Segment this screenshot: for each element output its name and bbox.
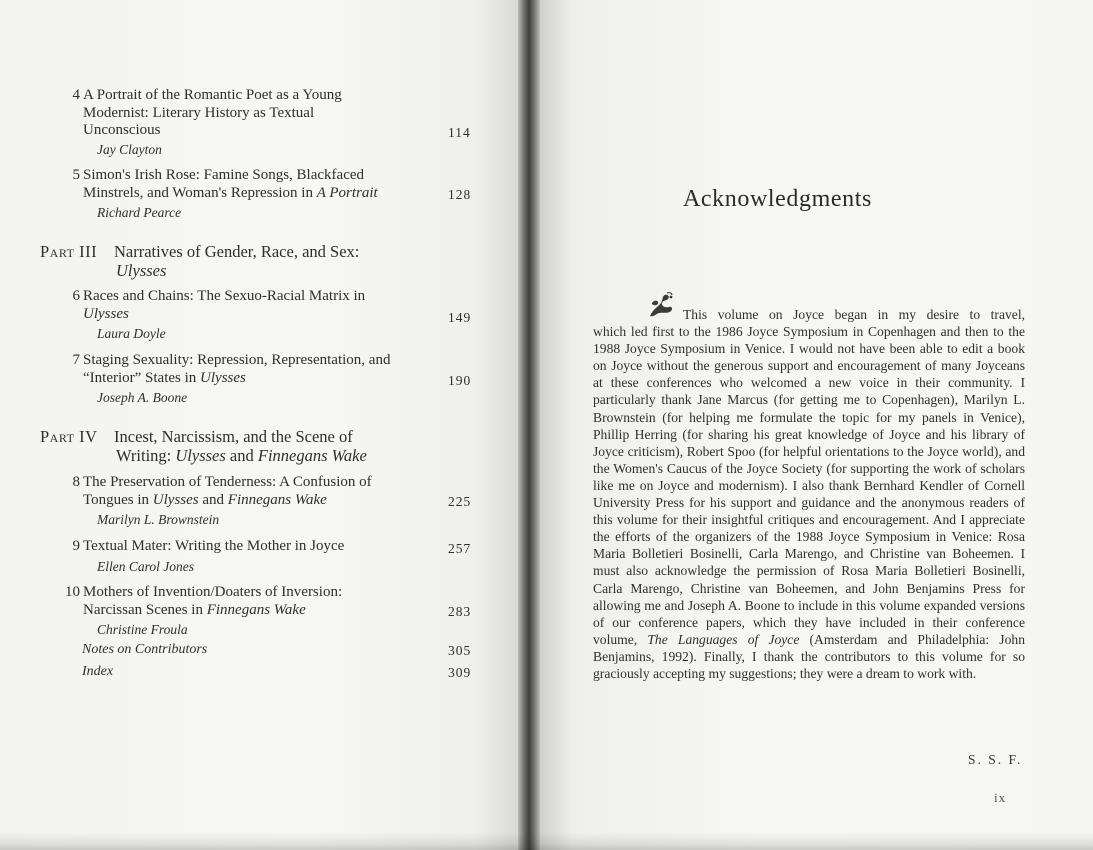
acknowledgments-first-line: This volume on Joyce began in my desire to travel, [683, 307, 1025, 322]
toc-entry-author: Christine Froula [97, 622, 188, 637]
toc-title-italic: Ulysses [83, 305, 129, 322]
toc-part-title-italic: Ulysses [116, 261, 167, 280]
toc-entry-number: 5 [72, 167, 80, 183]
toc-part-text: Writing: [116, 446, 176, 465]
toc-entry-title [83, 538, 428, 556]
toc-title-line [83, 370, 463, 388]
toc-title-line: Races and Chains: The Sexuo-Racial Matrix in [83, 288, 366, 304]
toc-part-italic: Ulysses [175, 446, 226, 465]
toc-title-line: Simon's Irish Rose: Famine Songs, Blackfaced [83, 167, 365, 183]
toc-entry-page: 149 [448, 310, 472, 325]
toc-entry-title [83, 167, 428, 202]
toc-back-page: 309 [448, 665, 472, 680]
toc-part-title: Narratives of Gender, Race, and Sex: [114, 242, 360, 261]
acknowledgments-paragraph-end: (Amsterdam and Philadelphia: John Benjamins, 1992). Finally, I thank the contributors to this volume for so graciously accepting my suggestions; they were a dream to work with. [593, 631, 1025, 681]
toc-entry-page: 190 [448, 373, 472, 388]
toc-title-line [83, 602, 428, 620]
toc-title-text: Narcissan Scenes in [83, 601, 207, 618]
toc-entry-number: 10 [65, 584, 80, 600]
toc-entry-page: 225 [448, 494, 472, 509]
toc-entry-author: Joseph A. Boone [97, 390, 188, 405]
toc-entry-page: 283 [448, 604, 472, 619]
acknowledgments-paragraph: which led first to the 1986 Joyce Symposium in Copenhagen and then to the 1988 Joyce Symposium in Venice. I would not have been able to edit a book on Joyce without the generous support and encouragement of many Joyceans at these conferences who welcomed a new voice in their community. I particularly thank Jane Marcus (for getting me to Copenhagen), Marilyn L. Brownstein (for helping me formulate the topic for my panels in Venice), Phillip Herring (for sharing his great knowledge of Joyce and his library of Joyce criticism), Robert Spoo (for helpful orientations to the Joyce world), and the Women's Caucus of the Joyce Society (for supporting the work of scholars like me on Joyce and modernism). I also thank Bernhard Kendler of Cornell University Press for his support and guidance and the anonymous readers of this volume for their insightful critiques and encouragement. And I appreciate the efforts of the organizers of the 1988 Joyce Symposium in Venice: Rosa Maria Bolletieri Bosinelli, Carla Marengo, and Christine van Boheemen. I must also acknowledge the permission of Rosa Maria Bolletieri Bosinelli, Carla Marengo, Christine van Boheemen, and John Benjamins Press for allowing me and Joseph A. Boone to include in this volume expanded versions of our conference papers, which they have included in their conference volume, [593, 324, 1025, 647]
toc-title-text: and [198, 491, 228, 508]
toc-part-label: Part IV [40, 427, 98, 446]
toc-part-title: Incest, Narcissism, and the Scene of [114, 427, 353, 446]
toc-title-line: The Preservation of Tenderness: A Confusion of [83, 474, 372, 490]
signoff-initials: S. S. F. [968, 752, 1023, 767]
toc-title-italic: Finnegans Wake [206, 601, 306, 618]
toc-entry-title [83, 87, 428, 140]
toc-title-italic: Finnegans Wake [227, 491, 327, 508]
toc-title-italic: Ulysses [200, 369, 246, 386]
toc-part-label: Part III [40, 242, 98, 261]
toc-entry-number: 7 [72, 352, 80, 368]
toc-title-line [83, 185, 428, 203]
toc-entry-title [83, 352, 463, 387]
toc-entry-title [83, 584, 428, 619]
toc-back-page: 305 [448, 643, 472, 658]
toc-part-text: and [225, 446, 258, 465]
page-title: Acknowledgments [683, 186, 872, 212]
toc-entry-author: Laura Doyle [97, 326, 166, 341]
toc-back-label: Index [82, 664, 114, 679]
book-gutter [518, 0, 540, 850]
toc-title-text: Minstrels, and Woman's Repression in [83, 184, 317, 201]
toc-entry-number: 6 [72, 288, 80, 304]
toc-entry-page: 128 [448, 187, 472, 202]
toc-notes-on-contributors [82, 642, 482, 658]
toc-title-text: “Interior” States in [83, 369, 201, 386]
page-number: ix [994, 790, 1007, 805]
table-of-contents [0, 0, 518, 850]
toc-entry-author: Richard Pearce [97, 205, 182, 220]
toc-title-line [83, 492, 428, 510]
toc-entry-author: Ellen Carol Jones [97, 559, 194, 574]
toc-entry-title [83, 474, 428, 509]
toc-title-line: Unconscious [83, 122, 161, 138]
toc-entry-author: Jay Clayton [97, 142, 162, 157]
toc-title-text: Tongues in [83, 491, 153, 508]
toc-title-line: A Portrait of the Romantic Poet as a Young [83, 87, 342, 103]
toc-title-italic: A Portrait [316, 184, 378, 201]
toc-entry-page: 114 [448, 125, 471, 140]
toc-title-line: Textual Mater: Writing the Mother in Joyce [83, 538, 345, 554]
acknowledgments-book-title: The Languages of Joyce [647, 631, 800, 647]
toc-title-italic: Ulysses [152, 491, 199, 508]
toc-title-line: Mothers of Invention/Doaters of Inversion: [83, 584, 343, 600]
toc-entry-title [83, 288, 428, 323]
toc-entry-number: 4 [72, 87, 80, 103]
toc-index [82, 664, 482, 680]
acknowledgments-text [593, 306, 1025, 682]
toc-entry-author: Marilyn L. Brownstein [97, 512, 220, 527]
toc-part-title-line2 [116, 446, 476, 465]
toc-entry-number: 9 [72, 538, 80, 554]
toc-entry-number: 8 [72, 474, 80, 490]
page-bottom-shadow [0, 832, 1093, 850]
toc-title-line: Staging Sexuality: Repression, Representation, and [83, 352, 391, 368]
toc-entry-page: 257 [448, 541, 472, 556]
toc-part-italic: Finnegans Wake [257, 446, 367, 465]
toc-title-line: Modernist: Literary History as Textual [83, 104, 315, 121]
toc-back-label: Notes on Contributors [82, 642, 208, 657]
